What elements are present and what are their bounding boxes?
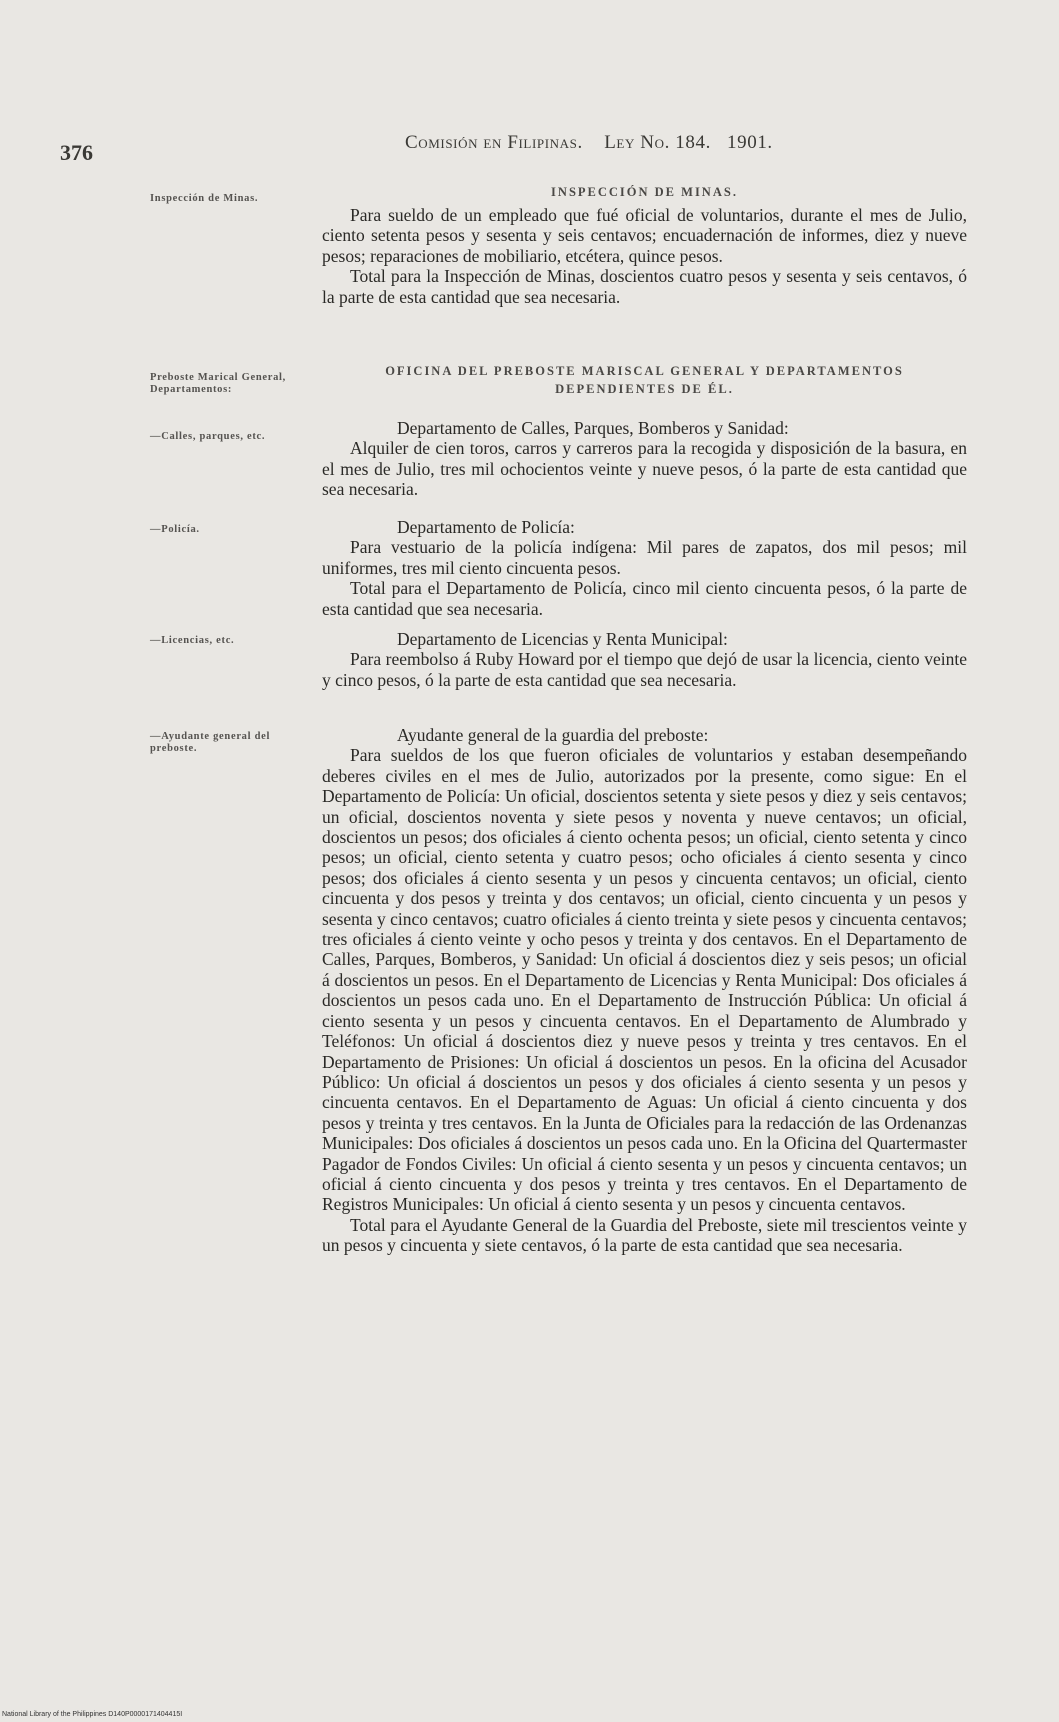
paragraph: Para sueldo de un empleado que fué oficial de voluntarios, durante el mes de Julio, ciento setenta pesos y sesenta y seis centavos; encuadernación de informes, diez y nueve pesos; reparaciones de mobiliario, etcétera, quince pesos. [322,205,967,266]
margin-note-preboste: Preboste Marical General, Departamentos: [150,372,286,395]
paragraph: Total para el Departamento de Policía, cinco mil ciento cincuenta pesos, ó la parte de esta cantidad que sea necesaria. [322,578,967,619]
department-licencias [322,629,967,690]
margin-note-licencias: —Licencias, etc. [150,635,235,646]
page-number: 376 [60,140,93,165]
running-title: Comisión en Filipinas. [405,132,583,153]
section-inspeccion [322,183,967,307]
paragraph: Total para el Ayudante General de la Guardia del Preboste, siete mil trescientos veinte y un pesos y cincuenta y siete centavos, ó la parte de esta cantidad que sea necesaria. [322,1214,967,1256]
section-preboste [322,362,967,398]
law-number: Ley No. 184. [604,132,711,153]
library-footer: National Library of the Philippines D140P0000171404415I [2,1711,183,1718]
department-heading: Departamento de Licencias y Renta Municipal: [397,629,728,649]
year: 1901. [727,132,773,153]
margin-note-inspeccion: Inspección de Minas. [150,193,259,204]
department-heading: Departamento de Policía: [397,517,575,537]
margin-note-policia: —Policía. [150,524,200,535]
section-heading-preboste: OFICINA DEL PREBOSTE MARISCAL GENERAL Y DEPARTAMENTOS DEPENDIENTES DE ÉL. [385,364,904,396]
department-heading: Departamento de Calles, Parques, Bomberos y Sanidad: [397,418,789,438]
running-head [405,132,773,154]
department-calles [322,418,967,500]
paragraph: Total para la Inspección de Minas, doscientos cuatro pesos y sesenta y seis centavos, ó la parte de esta cantidad que sea necesaria. [322,266,967,307]
margin-note-ayudante: —Ayudante general del preboste. [150,731,271,754]
paragraph: Alquiler de cien toros, carros y carreros para la recogida y disposición de la basura, en el mes de Julio, tres mil ochocientos veinte y nueve pesos, ó la parte de esta cantidad que sea necesaria. [322,438,967,500]
paragraph: Para sueldos de los que fueron oficiales de voluntarios y estaban desempeñando deberes civiles en el mes de Julio, autorizados por la presente, como sigue: En el Departamento de Policía: Un oficial, doscientos setenta y siete pesos y diez y seis centavos; un oficial, doscientos noventa y siete pesos y noventa y nueve centavos; un oficial, doscientos un pesos; dos oficiales á ciento ochenta pesos; un oficial, ciento setenta y cinco pesos; un oficial, ciento setenta y cuatro pesos; ocho oficiales á ciento sesenta y cinco pesos; dos oficiales á ciento sesenta y un pesos y cincuenta centavos; un oficial, ciento cincuenta y dos pesos y treinta y dos centavos; un oficial, ciento cincuenta y un pesos y sesenta y cinco centavos; cuatro oficiales á ciento treinta y siete pesos y cincuenta centavos; tres oficiales á ciento veinte y ocho pesos y treinta y dos centavos. En el Departamento de Calles, Parques, Bomberos, y Sanidad: Un oficial á doscientos diez y seis pesos; un oficial á doscientos un pesos. En el Departamento de Licencias y Renta Municipal: Dos oficiales á doscientos un pesos cada uno. En el Departamento de Instrucción Pública: Un oficial á ciento sesenta y un pesos y cincuenta centavos. En el Departamento de Alumbrado y Teléfonos: Un oficial á doscientos diez y nueve pesos y treinta y tres centavos. En el Departamento de Prisiones: Un oficial á doscientos un pesos. En la oficina del Acusador Público: Un oficial á doscientos un pesos y dos oficiales á ciento sesenta y un pesos y cincuenta centavos. En el Departamento de Aguas: Un oficial á ciento cincuenta y dos pesos y treinta y tres centavos. En la Junta de Oficiales para la redacción de las Ordenanzas Municipales: Dos oficiales á doscientos un pesos cada uno. En la Oficina del Quartermaster Pagador de Fondos Civiles: Un oficial á ciento sesenta y un pesos y cincuenta centavos; un oficial á ciento cincuenta y dos pesos y treinta y tres centavos. En el Departamento de Registros Municipales: Un oficial á ciento sesenta y un pesos y cincuenta centavos. [322,745,967,1215]
department-heading: Ayudante general de la guardia del preboste: [397,725,709,745]
department-ayudante [322,725,967,1256]
margin-note-calles: —Calles, parques, etc. [150,431,266,442]
department-policia [322,517,967,619]
section-heading-inspeccion: INSPECCIÓN DE MINAS. [551,185,738,199]
paragraph: Para reembolso á Ruby Howard por el tiempo que dejó de usar la licencia, ciento veinte y cinco pesos, ó la parte de esta cantidad que sea necesaria. [322,649,967,690]
paragraph: Para vestuario de la policía indígena: Mil pares de zapatos, dos mil pesos; mil uniformes, tres mil ciento cincuenta pesos. [322,537,967,578]
